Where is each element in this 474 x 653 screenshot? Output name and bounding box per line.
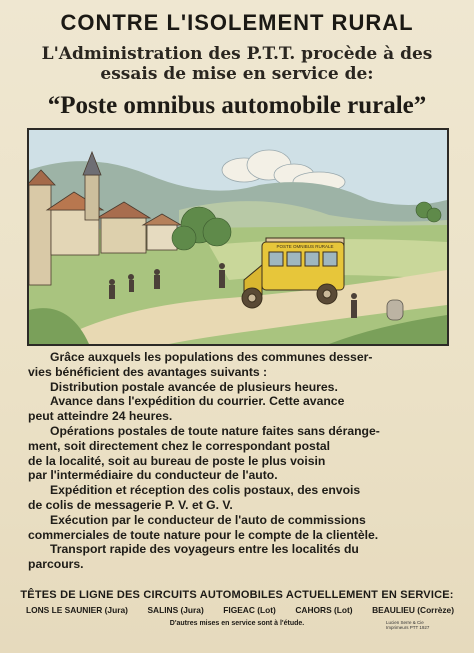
body-line: Distribution postale avancée de plusieurs heures. bbox=[50, 379, 338, 394]
subtitle-line: essais de mise en service de: bbox=[100, 64, 374, 84]
benefits-text bbox=[28, 350, 454, 572]
future-service-note: D'autres mises en service sont à l'étude. bbox=[169, 620, 305, 627]
body-line: vies bénéficient des avantages suivants : bbox=[28, 364, 268, 379]
city-item: LONS LE SAUNIER (Jura) bbox=[26, 605, 128, 615]
body-line: parcours. bbox=[28, 557, 84, 572]
body-line: Expédition et réception des colis postaux, des envois bbox=[50, 483, 361, 498]
body-line: de colis de messagerie P. V. et G. V. bbox=[28, 497, 233, 512]
city-item: SALINS (Jura) bbox=[147, 605, 204, 615]
poster-headline: “Poste omnibus automobile rurale” bbox=[47, 92, 427, 119]
bus-sign-text: POSTE OMNIBUS RURALE bbox=[276, 244, 334, 249]
body-line: ment, soit directement chez le correspondant postal bbox=[28, 438, 331, 453]
printer-credit: Lucien Serre & Cie Imprimeurs PTT 1927 bbox=[386, 620, 430, 630]
poster-title: CONTRE L'ISOLEMENT RURAL bbox=[60, 10, 414, 35]
body-line: de la localité, soit au bureau de poste le plus voisin bbox=[28, 453, 326, 468]
body-line: Opérations postales de toute nature faites sans dérange- bbox=[50, 423, 380, 438]
body-line: Transport rapide des voyageurs entre les localités du bbox=[50, 542, 359, 557]
city-item: BEAULIEU (Corrèze) bbox=[372, 605, 454, 615]
body-line: Avance dans l'expédition du courrier. Cette avance bbox=[50, 394, 345, 409]
subtitle-line: L'Administration des P.T.T. procède à des bbox=[41, 44, 433, 64]
village-scene-image bbox=[29, 130, 447, 344]
circuits-heading: TÊTES DE LIGNE DES CIRCUITS AUTOMOBILES ACTUELLEMENT EN SERVICE: bbox=[20, 589, 454, 601]
rural-bus-illustration bbox=[27, 128, 449, 346]
body-line: Exécution par le conducteur de l'auto de commissions bbox=[50, 512, 366, 527]
body-line: commerciales de toute nature pour le compte de la clientèle. bbox=[28, 527, 379, 542]
city-item: FIGEAC (Lot) bbox=[223, 605, 276, 615]
body-line: par l'intermédiaire du conducteur de l'auto. bbox=[28, 468, 278, 483]
city-item: CAHORS (Lot) bbox=[295, 605, 353, 615]
body-line: Grâce auxquels les populations des communes desser- bbox=[50, 350, 373, 364]
poster-subtitle bbox=[0, 44, 474, 84]
body-line: peut atteindre 24 heures. bbox=[28, 409, 173, 424]
city-list bbox=[26, 605, 454, 615]
